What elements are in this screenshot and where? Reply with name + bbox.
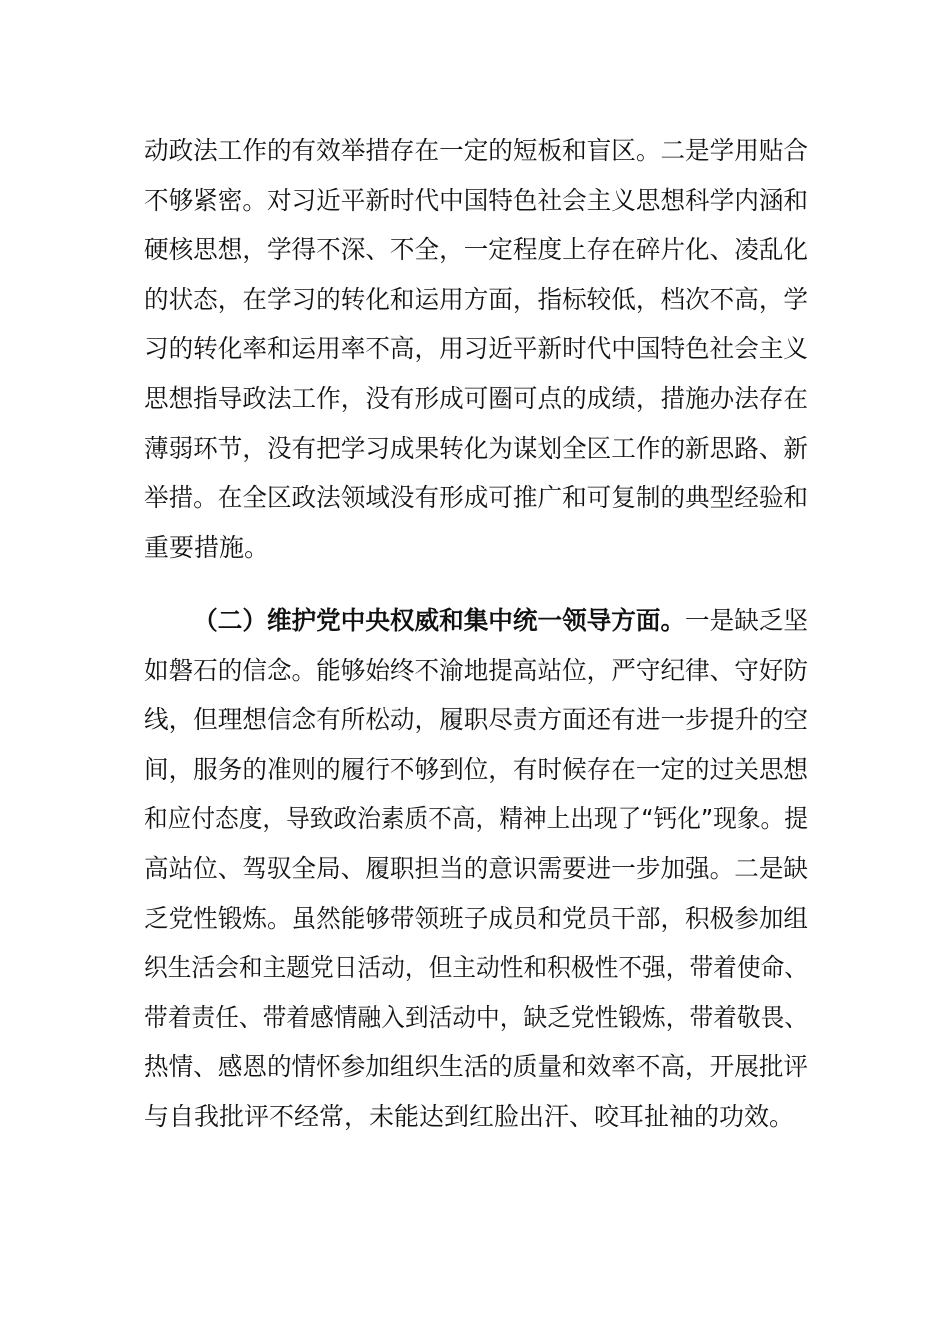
paragraph-2-line: 带着责任、带着感情融入到活动中，缺乏党性锻炼，带着敬畏、 <box>144 1002 809 1032</box>
paragraph-2-line: 高站位、驾驭全局、履职担当的意识需要进一步加强。二是缺 <box>144 853 809 883</box>
paragraph-1-line: 不够紧密。对习近平新时代中国特色社会主义思想科学内涵和 <box>144 185 809 215</box>
paragraph-1-line: 薄弱环节，没有把学习成果转化为谋划全区工作的新思路、新 <box>144 433 809 463</box>
paragraph-2-line: 热情、感恩的情怀参加组织生活的质量和效率不高，开展批评 <box>144 1052 809 1082</box>
paragraph-1-line: 思想指导政法工作，没有形成可圈可点的成绩，措施办法存在 <box>144 383 809 413</box>
paragraph-1 <box>144 126 808 572</box>
paragraph-2-line: 与自我批评不经常，未能达到红脸出汗、咬耳扯袖的功效。 <box>144 1101 795 1131</box>
paragraph-1-line: 的状态，在学习的转化和运用方面，指标较低，档次不高，学 <box>144 284 809 314</box>
paragraph-2-line: 织生活会和主题党日活动，但主动性和积极性不强，带着使命、 <box>144 953 809 983</box>
paragraph-1-line: 动政法工作的有效举措存在一定的短板和盲区。二是学用贴合 <box>144 136 809 165</box>
paragraph-2-line: 如磐石的信念。能够始终不渝地提高站位，严守纪律、守好防 <box>144 655 809 685</box>
paragraph-2-line: 乏党性锻炼。虽然能够带领班子成员和党员干部，积极参加组 <box>144 903 809 933</box>
paragraph-2-line: 和应付态度，导致政治素质不高，精神上出现了“钙化”现象。提 <box>144 804 808 834</box>
paragraph-2-line: 间，服务的准则的履行不够到位，有时候存在一定的过关思想 <box>144 754 809 784</box>
paragraph-1-line: 举措。在全区政法领域没有形成可推广和可复制的典型经验和 <box>144 483 809 513</box>
paragraph-2-first-line <box>144 596 809 646</box>
paragraph-2-first-line-text: 一是缺乏坚 <box>685 606 809 635</box>
paragraph-2 <box>144 596 808 1142</box>
paragraph-2-line: 线，但理想信念有所松动，履职尽责方面还有进一步提升的空 <box>144 705 809 735</box>
paragraph-1-line: 重要措施。 <box>144 532 270 562</box>
section-heading: （二）维护党中央权威和集中统一领导方面。 <box>193 606 686 635</box>
paragraph-1-line: 习的转化率和运用率不高，用习近平新时代中国特色社会主义 <box>144 334 809 364</box>
paragraph-1-line: 硬核思想，学得不深、不全，一定程度上存在碎片化、凌乱化 <box>144 235 809 265</box>
